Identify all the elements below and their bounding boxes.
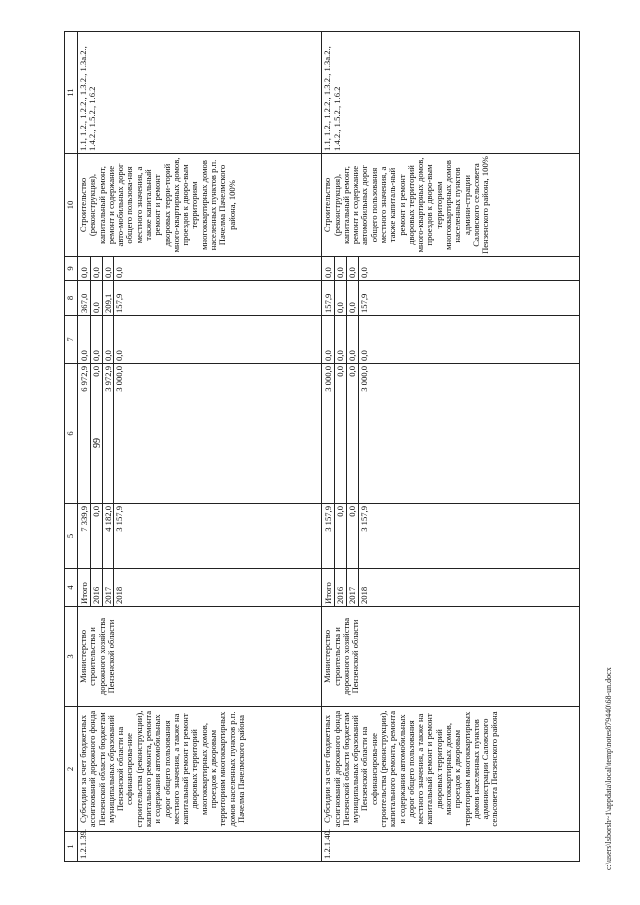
year-value: 2017	[347, 569, 359, 606]
amount: 0,0	[91, 281, 103, 315]
column-header: 2	[65, 707, 78, 832]
regional-budget-cell	[78, 364, 322, 504]
amount: 157,9	[114, 293, 125, 313]
amount: 0,0	[79, 257, 91, 280]
amount: 0,0	[358, 350, 369, 361]
amount: 0,0	[347, 364, 359, 503]
amount: 0,0	[335, 364, 347, 503]
amount: 0,0	[114, 267, 125, 278]
amount: 3 000,0	[358, 366, 369, 392]
amount: 0,0	[347, 316, 359, 363]
page-number: 99	[92, 438, 103, 448]
column-header: 3	[65, 607, 78, 707]
amount: 7 339,9	[79, 504, 91, 568]
measure-description: Субсидии за счет бюджетных ассигнований дорожного фонда Пензенской области бюджетам муниципальных образований Пензенской области на софинансирова-ние строительства (реконструкции), капитального ремонта, ремонта и содержания автомобильных дорог общего пользования местного значения, а также на капитальный ремонт и ремонт дворовых территорий многоквартирных домов, проездов к дворовым территориям многоквартирных домов населенных пунктов р.п. Пачелма Пачелмского района	[78, 707, 322, 832]
amount: 3 157,9	[358, 506, 369, 532]
expected-result: Строительство (реконструкция), капитальный ремонт, ремонт и содержание автомобильных дорог общего пользования местного значения, а также капиталь-ный ремонт и ремонт дворовых территорий много-квартирных домов, проездов к дворо-вым территориям многоквартирных домов населенных пунктов админи-страции Саловского сельсовета Пензенского района, 100%	[322, 154, 580, 257]
amount: 0,0	[91, 364, 103, 503]
rotated-table-container	[64, 32, 580, 862]
amount: 0,0	[323, 316, 335, 363]
year-value: 2016	[335, 569, 347, 606]
amount: 0,0	[114, 350, 125, 361]
amount: 157,9	[323, 281, 335, 315]
year-value: Итого	[79, 569, 91, 606]
amount: 0,0	[91, 257, 103, 280]
local-budget-cell	[78, 281, 322, 316]
column-header: 4	[65, 569, 78, 607]
row-id: 1.2.1.39.	[78, 832, 322, 862]
year-value: Итого	[323, 569, 335, 606]
years-cell	[322, 569, 580, 607]
amount: 0,0	[103, 257, 115, 280]
amount: 0,0	[91, 504, 103, 568]
amount: 0,0	[91, 316, 103, 363]
amount: 0,0	[323, 257, 335, 280]
amount: 157,9	[358, 293, 369, 313]
indicator-links: 1.1, 1.2., 1.2.2., 1.3.2., 1.3а.2., 1.4.2., 1.5.2., 1.6.2	[322, 32, 580, 154]
total-funding-cell	[78, 504, 322, 569]
federal-budget-cell	[322, 316, 580, 364]
other-sources-cell	[78, 257, 322, 281]
amount: 6 972,9	[79, 364, 91, 503]
program-table	[64, 31, 580, 862]
year-value: 2016	[91, 569, 103, 606]
amount: 0,0	[79, 316, 91, 363]
column-header: 7	[65, 316, 78, 364]
regional-budget-cell	[322, 364, 580, 504]
federal-budget-cell	[78, 316, 322, 364]
amount: 4 182,0	[103, 504, 115, 568]
amount: 209,1	[103, 281, 115, 315]
column-header: 8	[65, 281, 78, 316]
executor: Министерство строительства и дорожного хозяйства Пензенской области	[322, 607, 580, 707]
column-number-row	[65, 32, 78, 862]
footer-file-path: c:\users\lsborsh~1\appdata\local\temp\notes879440\68-un.docx	[604, 667, 613, 870]
column-header: 1	[65, 832, 78, 862]
column-header: 6	[65, 364, 78, 504]
row-id: 1.2.1.40.	[322, 832, 580, 862]
amount: 0,0	[103, 316, 115, 363]
amount: 0,0	[347, 281, 359, 315]
amount: 3 157,9	[114, 506, 125, 532]
amount: 0,0	[347, 257, 359, 280]
year-value: 2018	[358, 586, 369, 604]
years-cell	[78, 569, 322, 607]
column-header: 11	[65, 32, 78, 154]
local-budget-cell	[322, 281, 580, 316]
amount: 0,0	[358, 267, 369, 278]
total-funding-cell	[322, 504, 580, 569]
executor: Министерство строительства и дорожного хозяйства Пензенской области	[78, 607, 322, 707]
year-value: 2017	[103, 569, 115, 606]
amount: 3 000,0	[323, 364, 335, 503]
amount: 0,0	[335, 257, 347, 280]
amount: 3 972,9	[103, 364, 115, 503]
amount: 3 157,9	[323, 504, 335, 568]
expected-result: Строительство (реконструкция), капитальный ремонт, ремонт и содержание авто-мобильных дорог общего пользова-ния местного значения, а также капитальный ремонт и ремонт дворовых терри-торий много-квартирных домов, проездов к дворо-вым территориям многоквартирных домов населенных пунктов р.п. Пачелма Пачелмского района, 100%	[78, 154, 322, 257]
column-header: 10	[65, 154, 78, 257]
amount: 3 000,0	[114, 366, 125, 392]
measure-description: Субсидии за счет бюджетных ассигнований дорожного фонда Пензенской области бюджетам муниципальных образований Пензенской области на софинансирова-ние строительства (реконструкции), капитального ремонта, ремонта и содержания автомобильных дорог общего пользования местного значения, а также на капитальный ремонт и ремонт дворовых территорий многоквартирных домов, проездов к дворовым территориям многоквартирных домов населенных пунктов администрации Саловского сельсовета Пензенского района	[322, 707, 580, 832]
amount: 0,0	[347, 504, 359, 568]
amount: 0,0	[335, 504, 347, 568]
amount: 0,0	[335, 316, 347, 363]
year-value: 2018	[114, 586, 125, 604]
amount: 0,0	[335, 281, 347, 315]
amount: 367,0	[79, 281, 91, 315]
table-row	[78, 32, 322, 862]
column-header: 9	[65, 257, 78, 281]
column-header: 5	[65, 504, 78, 569]
table-row	[322, 32, 580, 862]
other-sources-cell	[322, 257, 580, 281]
indicator-links: 1.1, 1.2., 1.2.2., 1.3.2., 1.3а.2., 1.4.2., 1.5.2., 1.6.2	[78, 32, 322, 154]
